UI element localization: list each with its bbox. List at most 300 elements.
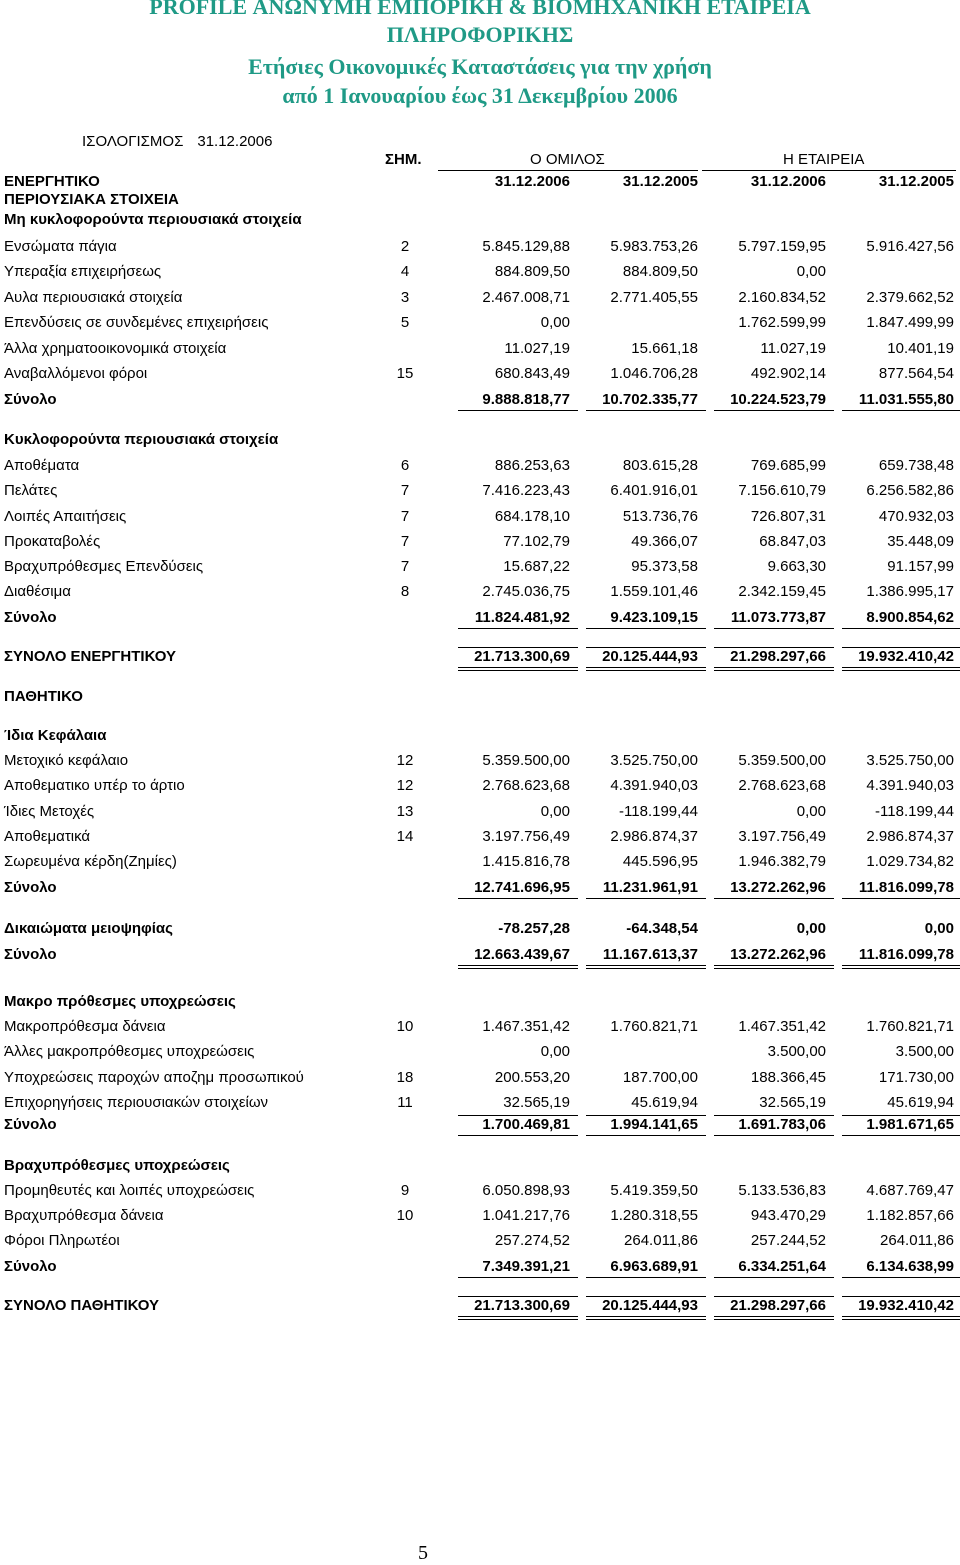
row-value-col1: 5.359.500,00 [482,752,570,769]
row-label: Άλλα χρηματοοικονομικά στοιχεία [4,340,227,357]
row-value-col4: 264.011,86 [880,1232,954,1249]
table-row [0,1043,960,1063]
row-value-col4: 6.134.638,99 [866,1258,954,1275]
row-value-col2: 1.046.706,28 [610,365,698,382]
row-value-col2: 20.125.444,93 [602,648,698,665]
row-value-col3: 6.334.251,64 [738,1258,826,1275]
total-underline [842,1135,960,1136]
total-top-rule [458,647,578,648]
table-row [0,314,960,334]
row-value-col1: 12.663.439,67 [474,946,570,963]
row-note: 12 [396,752,414,769]
row-value-col1: 2.467.008,71 [482,289,570,306]
row-label: ΣΥΝΟΛΟ ΠΑΘΗΤΙΚΟΥ [4,1297,160,1314]
total-underline [714,1316,834,1317]
row-value-col3: 1.762.599,99 [738,314,826,331]
total-underline [714,898,834,899]
row-value-col1: 77.102,79 [503,533,570,550]
row-value-col3: 492.902,14 [750,365,826,382]
row-label: Ίδιες Μετοχές [4,803,95,820]
row-label: Αυλα περιουσιακά στοιχεία [4,289,183,306]
row-value-col2: 1.760.821,71 [610,1018,698,1035]
table-row [0,583,960,603]
row-value-col3: 3.500,00 [767,1043,826,1060]
row-value-col4: 8.900.854,62 [866,609,954,626]
table-row [0,688,960,708]
date-group-2005: 31.12.2005 [622,173,698,190]
table-row [0,340,960,360]
row-value-col2: 10.702.335,77 [602,391,698,408]
row-note: 5 [400,314,410,331]
total-double-underline [842,1319,960,1320]
row-value-col1: 21.713.300,69 [474,648,570,665]
row-note: 11 [397,1094,413,1111]
row-value-col4: 659.738,48 [878,457,954,474]
row-value-col3: 1.946.382,79 [738,853,826,870]
row-label: Ενσώματα πάγια [4,238,117,255]
total-underline [842,628,960,629]
row-value-col2: 1.280.318,55 [610,1207,698,1224]
total-double-underline [842,968,960,969]
row-value-col3: 1.467.351,42 [738,1018,826,1035]
total-top-rule [586,1115,706,1116]
row-label: Σύνολο [4,609,57,626]
row-label: Διαθέσιμα [4,583,71,600]
row-value-col1: 0,00 [540,314,570,331]
row-label: Βραχυπρόθεσμα δάνεια [4,1207,164,1224]
total-double-underline [586,1319,706,1320]
row-label: Αναβαλλόμενοι φόροι [4,365,148,382]
row-value-col2: 2.771.405,55 [610,289,698,306]
row-value-col4: 2.379.662,52 [866,289,954,306]
row-label: Άλλες μακροπρόθεσμες υποχρεώσεις [4,1043,255,1060]
row-value-col3: 1.691.783,06 [738,1116,826,1133]
row-value-col3: 10.224.523,79 [730,391,826,408]
total-double-underline [714,1319,834,1320]
row-label: Υπεραξία επιχειρήσεως [4,263,162,280]
total-double-underline [458,670,578,671]
row-value-col2: -118.199,44 [619,803,698,820]
total-underline [842,667,960,668]
total-top-rule [714,647,834,648]
table-row [0,238,960,258]
row-value-col4: 4.687.769,47 [866,1182,954,1199]
total-underline [714,410,834,411]
row-value-col4: 4.391.940,03 [866,777,954,794]
date-company-2006: 31.12.2006 [750,173,826,190]
row-value-col4: 35.448,09 [887,533,954,550]
row-value-col3: 13.272.262,96 [730,879,826,896]
row-value-col1: 11.027,19 [504,340,570,357]
table-row [0,853,960,873]
row-value-col3: 2.768.623,68 [738,777,826,794]
total-underline [586,898,706,899]
row-value-col1: 2.768.623,68 [482,777,570,794]
row-value-col2: 4.391.940,03 [610,777,698,794]
total-double-underline [586,968,706,969]
row-value-col2: 445.596,95 [622,853,698,870]
row-value-col3: 188.366,45 [750,1069,826,1086]
balance-sheet-label: ΙΣΟΛΟΓΙΣΜΟΣ [82,133,184,150]
row-value-col2: 1.994.141,65 [610,1116,698,1133]
total-underline [586,410,706,411]
row-label: Φόροι Πληρωτέοι [4,1232,120,1249]
row-value-col1: 1.415.816,78 [482,853,570,870]
company-column-header: Η ΕΤΑΙΡΕΙΑ [783,151,865,168]
total-underline [842,1316,960,1317]
total-double-underline [458,968,578,969]
row-note: 10 [396,1018,414,1035]
total-underline [458,667,578,668]
total-underline [586,628,706,629]
row-value-col3: 32.565,19 [759,1094,826,1111]
table-row [0,946,960,966]
table-row [0,263,960,283]
total-underline [458,410,578,411]
row-value-col2: 20.125.444,93 [602,1297,698,1314]
row-value-col1: 6.050.898,93 [482,1182,570,1199]
row-label: ΠΑΘΗΤΙΚΟ [4,688,83,705]
row-value-col4: 1.760.821,71 [866,1018,954,1035]
row-label: ΣΥΝΟΛΟ ΕΝΕΡΓΗΤΙΚΟΥ [4,648,176,665]
row-note: 7 [400,482,410,499]
row-note: 12 [396,777,414,794]
row-value-col4: 45.619,94 [887,1094,954,1111]
row-value-col2: 95.373,58 [631,558,698,575]
total-underline [458,965,578,966]
row-value-col3: 0,00 [796,803,826,820]
row-value-col3: 2.342.159,45 [738,583,826,600]
total-top-rule [458,1296,578,1297]
row-value-col1: 2.745.036,75 [482,583,570,600]
table-row [0,1182,960,1202]
row-value-col1: 684.178,10 [494,508,570,525]
row-value-col1: 200.553,20 [494,1069,570,1086]
total-underline [842,965,960,966]
balance-sheet-heading [82,133,272,150]
table-row [0,558,960,578]
table-row [0,1232,960,1252]
row-value-col4: 19.932.410,42 [858,1297,954,1314]
row-value-col3: 7.156.610,79 [738,482,826,499]
row-label: Βραχυπρόθεσμες υποχρεώσεις [4,1157,230,1174]
row-value-col1: 1.041.217,76 [482,1207,570,1224]
row-label: Σύνολο [4,1258,57,1275]
row-value-col2: 187.700,00 [622,1069,698,1086]
row-note: 10 [396,1207,414,1224]
row-value-col4: 1.847.499,99 [866,314,954,331]
total-double-underline [842,670,960,671]
page-number: 5 [418,1542,428,1564]
table-row [0,391,960,411]
row-value-col4: 470.932,03 [878,508,954,525]
report-title: Ετήσιες Οικονομικές Καταστάσεις για την χρήση [248,54,712,79]
row-value-col4: 11.816.099,78 [858,879,954,896]
row-value-col3: 9.663,30 [767,558,826,575]
total-underline [714,965,834,966]
table-row [0,920,960,940]
total-underline [458,898,578,899]
row-value-col2: 9.423.109,15 [610,609,698,626]
row-note: 6 [400,457,410,474]
row-label: Προκαταβολές [4,533,101,550]
row-value-col2: 1.559.101,46 [610,583,698,600]
row-value-col2: -64.348,54 [626,920,698,937]
row-value-col3: 5.133.536,83 [738,1182,826,1199]
row-value-col3: 5.797.159,95 [738,238,826,255]
row-value-col4: 877.564,54 [878,365,954,382]
row-label: Ίδια Κεφάλαια [4,727,107,744]
row-value-col4: 11.031.555,80 [858,391,954,408]
total-double-underline [714,670,834,671]
row-value-col4: 5.916.427,56 [866,238,954,255]
total-double-underline [586,670,706,671]
row-value-col4: -118.199,44 [875,803,954,820]
assets-heading: ΕΝΕΡΓΗΤΙΚΟ [4,173,100,190]
group-column-header: Ο ΟΜΙΛΟΣ [530,151,605,168]
row-value-col4: 0,00 [924,920,954,937]
row-value-col3: 21.298.297,66 [730,648,826,665]
row-label: Επιχορηγήσεις περιουσιακών στοιχείων [4,1094,269,1111]
row-value-col4: 1.029.734,82 [866,853,954,870]
row-value-col1: 1.700.469,81 [482,1116,570,1133]
total-underline [586,965,706,966]
row-value-col3: 2.160.834,52 [738,289,826,306]
table-row [0,1069,960,1089]
table-row [0,752,960,772]
total-underline [458,1277,578,1278]
total-top-rule [586,1296,706,1297]
row-value-col2: 45.619,94 [631,1094,698,1111]
row-note: 7 [400,508,410,525]
total-underline [458,628,578,629]
table-row [0,609,960,629]
row-value-col2: 2.986.874,37 [610,828,698,845]
row-value-col3: 21.298.297,66 [730,1297,826,1314]
row-value-col1: 680.843,49 [494,365,570,382]
row-value-col3: 257.244,52 [750,1232,826,1249]
total-underline [714,1135,834,1136]
table-row [0,1207,960,1227]
row-value-col3: 11.027,19 [760,340,826,357]
table-row [0,777,960,797]
row-value-col1: 15.687,22 [503,558,570,575]
date-header-row [0,173,960,193]
row-value-col1: 3.197.756,49 [482,828,570,845]
row-note: 7 [400,558,410,575]
row-value-col2: 3.525.750,00 [610,752,698,769]
row-value-col1: 884.809,50 [494,263,570,280]
row-value-col3: 943.470,29 [750,1207,826,1224]
row-value-col1: 11.824.481,92 [474,609,570,626]
row-value-col3: 68.847,03 [759,533,826,550]
row-value-col1: 257.274,52 [494,1232,570,1249]
total-top-rule [842,1296,960,1297]
table-row [0,727,960,747]
table-row [0,1297,960,1317]
total-top-rule [842,1115,960,1116]
row-value-col3: 3.197.756,49 [738,828,826,845]
table-row [0,365,960,385]
row-value-col3: 0,00 [796,920,826,937]
row-value-col2: 15.661,18 [631,340,698,357]
row-note: 9 [400,1182,410,1199]
total-underline [586,667,706,668]
table-row [0,289,960,309]
row-note: 7 [400,533,410,550]
row-value-col4: 6.256.582,86 [866,482,954,499]
row-value-col4: 3.525.750,00 [866,752,954,769]
row-value-col1: -78.257,28 [498,920,570,937]
row-value-col3: 0,00 [796,263,826,280]
total-underline [842,410,960,411]
row-value-col2: 11.167.613,37 [602,946,698,963]
total-top-rule [842,647,960,648]
row-value-col1: 21.713.300,69 [474,1297,570,1314]
row-label: Μετοχικό κεφάλαιο [4,752,129,769]
table-row [0,508,960,528]
row-label: Πελάτες [4,482,58,499]
row-value-col3: 11.073.773,87 [730,609,826,626]
table-row [0,993,960,1013]
row-label: Σύνολο [4,1116,57,1133]
row-value-col2: 11.231.961,91 [602,879,698,896]
row-value-col4: 171.730,00 [878,1069,954,1086]
row-label: ΠΕΡΙΟΥΣΙΑΚΑ ΣΤΟΙΧΕΙΑ [4,191,179,208]
row-label: Μη κυκλοφορούντα περιουσιακά στοιχεία [4,211,302,228]
row-value-col4: 2.986.874,37 [866,828,954,845]
table-row [0,533,960,553]
total-top-rule [458,1115,578,1116]
table-row [0,1094,960,1114]
table-row [0,1258,960,1278]
row-value-col2: 5.983.753,26 [610,238,698,255]
row-label: Προμηθευτές και λοιπές υποχρεώσεις [4,1182,255,1199]
row-value-col2: 264.011,86 [624,1232,698,1249]
company-header-rule [702,170,956,171]
row-label: Μακροπρόθεσμα δάνεια [4,1018,166,1035]
table-row [0,648,960,668]
table-row [0,211,960,231]
row-value-col3: 726.807,31 [750,508,826,525]
total-underline [714,628,834,629]
row-value-col2: 6.401.916,01 [610,482,698,499]
total-double-underline [458,1319,578,1320]
note-column-header: ΣΗΜ. [385,151,422,168]
row-value-col2: 803.615,28 [622,457,698,474]
row-note: 15 [396,365,414,382]
row-note: 13 [396,803,414,820]
total-top-rule [714,1296,834,1297]
row-value-col1: 9.888.818,77 [482,391,570,408]
report-period: από 1 Ιανουαρίου έως 31 Δεκεμβρίου 2006 [282,83,678,108]
row-label: Μακρο πρόθεσμες υποχρεώσεις [4,993,236,1010]
total-underline [586,1277,706,1278]
row-label: Αποθέματα [4,457,80,474]
row-value-col2: 884.809,50 [622,263,698,280]
row-value-col2: 513.736,76 [622,508,698,525]
row-value-col2: 6.963.689,91 [610,1258,698,1275]
row-value-col4: 91.157,99 [887,558,954,575]
row-label: Σύνολο [4,391,57,408]
row-note: 14 [396,828,414,845]
total-top-rule [714,1115,834,1116]
row-note: 3 [400,289,410,306]
row-value-col1: 1.467.351,42 [482,1018,570,1035]
table-row [0,1157,960,1177]
table-row [0,431,960,451]
row-value-col4: 19.932.410,42 [858,648,954,665]
row-value-col4: 10.401,19 [887,340,954,357]
row-label: Επενδύσεις σε συνδεμένες επιχειρήσεις [4,314,269,331]
total-underline [586,1135,706,1136]
total-underline [842,898,960,899]
row-value-col4: 1.981.671,65 [866,1116,954,1133]
table-row [0,1018,960,1038]
table-row [0,828,960,848]
row-value-col2: 49.366,07 [631,533,698,550]
group-header-rule [438,170,698,171]
row-value-col1: 7.416.223,43 [482,482,570,499]
row-label: Σύνολο [4,946,57,963]
row-value-col3: 13.272.262,96 [730,946,826,963]
row-value-col4: 11.816.099,78 [858,946,954,963]
row-value-col1: 12.741.696,95 [474,879,570,896]
row-note: 8 [400,583,410,600]
table-row [0,879,960,899]
row-label: Κυκλοφορούντα περιουσιακά στοιχεία [4,431,279,448]
total-underline [842,1277,960,1278]
row-value-col3: 5.359.500,00 [738,752,826,769]
row-value-col3: 769.685,99 [750,457,826,474]
row-label: Αποθεματικο υπέρ το άρτιο [4,777,185,794]
table-row [0,1116,960,1136]
row-value-col4: 3.500,00 [895,1043,954,1060]
table-row [0,803,960,823]
row-value-col1: 32.565,19 [503,1094,570,1111]
row-note: 2 [400,238,410,255]
row-label: Σωρευμένα κέρδη(Ζημίες) [4,853,177,870]
company-name-line1: PROFILE ΑΝΩΝΥΜΗ ΕΜΠΟΡΙΚΗ & ΒΙΟΜΗΧΑΝΙΚΗ ΕΤΑΙΡΕΙΑ [149,0,811,19]
row-value-col1: 886.253,63 [494,457,570,474]
row-label: Λοιπές Απαιτήσεις [4,508,127,525]
total-underline [586,1316,706,1317]
row-value-col1: 0,00 [540,803,570,820]
company-name-line2: ΠΛΗΡΟΦΟΡΙΚΗΣ [386,22,574,47]
balance-sheet-date: 31.12.2006 [197,133,273,150]
row-label: Υποχρεώσεις παροχών αποζημ προσωπικού [4,1069,304,1086]
row-value-col1: 0,00 [540,1043,570,1060]
row-label: Αποθεματικά [4,828,91,845]
row-value-col1: 5.845.129,88 [482,238,570,255]
date-company-2005: 31.12.2005 [878,173,954,190]
row-value-col4: 1.386.995,17 [866,583,954,600]
total-top-rule [586,647,706,648]
row-label: Σύνολο [4,879,57,896]
row-note: 18 [396,1069,414,1086]
row-value-col4: 1.182.857,66 [866,1207,954,1224]
total-underline [458,1316,578,1317]
row-value-col2: 5.419.359,50 [610,1182,698,1199]
row-label: Δικαιώματα μειοψηφίας [4,920,173,937]
row-note: 4 [400,263,410,280]
table-row [0,457,960,477]
total-double-underline [714,968,834,969]
total-underline [714,1277,834,1278]
total-underline [714,667,834,668]
row-label: Βραχυπρόθεσμες Επενδύσεις [4,558,204,575]
row-value-col1: 7.349.391,21 [482,1258,570,1275]
